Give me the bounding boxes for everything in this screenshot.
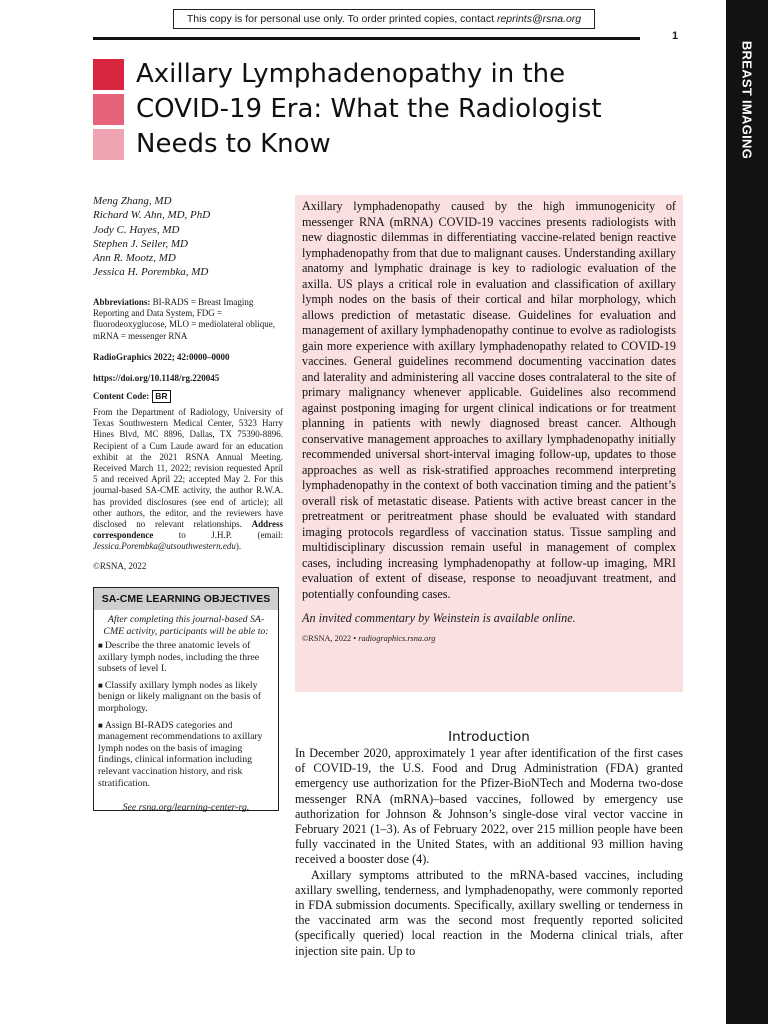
section-label-wrap: [726, 0, 768, 200]
correspondence-email[interactable]: Jessica.Porembka@utsouthwestern.edu: [93, 541, 236, 552]
affiliation-text: From the Department of Radiology, University of Texas Southwestern Medical Center, 5323 Harry Hines Blvd, MC 8896, Dallas, TX 75390-8896. Recipient of a Cum Laude award for an education exhibit at the 2021 RSNA Annual Meeting. Received March 11, 2022; revision requested April 5 and received April 22; accepted May 2. For this journal-based SA-CME activity, the author R.W.A. has provided disclosures (see end of article); all other authors, the editor, and the reviewers have disclosed no relevant relationships.: [93, 407, 283, 530]
article-title: [136, 57, 696, 162]
cme-objective-text: Describe the three anatomic levels of axillary lymph nodes, including the three subsets of level I.: [98, 640, 260, 675]
introduction-body: [295, 746, 683, 959]
title-line: COVID-19 Era: What the Radiologist: [136, 94, 602, 124]
bullet-icon: ■: [98, 641, 103, 650]
author-list: [93, 194, 278, 280]
content-code-label: Content Code:: [93, 391, 150, 401]
page-number: 1: [672, 30, 679, 42]
introduction-heading: Introduction: [448, 729, 530, 745]
cme-objective: [98, 720, 276, 790]
content-code: [93, 390, 283, 403]
author: Meng Zhang, MD: [93, 195, 172, 207]
cme-objective-list: [98, 640, 276, 794]
bullet-icon: ■: [98, 680, 103, 690]
author: Jessica H. Porembka, MD: [93, 266, 209, 279]
cme-objective-text: Assign BI-RADS categories and management recommendations to axillary lymph nodes on the basis of imaging findings, clinical information including relevant vaccination history, and risk stratification.: [98, 719, 263, 789]
section-label: BREAST IMAGING: [739, 40, 755, 160]
invited-commentary: An invited commentary by Weinstein is available online.: [302, 611, 576, 625]
abbreviations-label: Abbreviations:: [93, 297, 151, 307]
title-square-medium: [93, 94, 124, 125]
introduction-paragraph: In December 2020, approximately 1 year after identification of the first cases of COVID-19, the U.S. Food and Drug Administration (FDA) granted emergency use authorization for the Pfizer-BioNTech and Moderna two-dose messenger RNA (mRNA)–based vaccines, followed by emergency use authorization for Johnson & Johnson’s single-dose viral vector vaccine in February 2021 (1–3). As of February 2022, over 215 million people have been fully vaccinated in the United States, with an additional 93 million having received a booster dose (4).: [295, 746, 683, 867]
section-sidebar: [726, 0, 768, 1024]
reprint-notice-text: This copy is for personal use only. To order printed copies, contact: [186, 13, 497, 25]
reprint-email-link[interactable]: reprints@rsna.org: [496, 13, 582, 25]
cme-objective: [98, 640, 276, 675]
bullet-icon: ■: [98, 720, 103, 730]
doi-link[interactable]: https://doi.org/10.1148/rg.220045: [93, 373, 220, 383]
abbreviations: [93, 297, 283, 342]
copyright-left: ©RSNA, 2022: [93, 561, 147, 571]
cme-intro: After completing this journal-based SA-CME activity, participants will be able to:: [103, 614, 269, 637]
abstract-copyright: [302, 633, 676, 644]
author: Jody C. Hayes, MD: [93, 223, 180, 236]
title-square-dark: [93, 59, 124, 90]
header-rule: [93, 37, 640, 40]
abbreviations-text: BI-RADS = Breast Imaging Reporting and Data System, FDG = fluorodeoxyglucose, MLO = mediolateral oblique, mRNA = messenger RNA: [93, 297, 276, 341]
author: Stephen J. Seiler, MD: [93, 237, 188, 250]
abstract-box: [295, 195, 683, 692]
cme-objective-text: Classify axillary lymph nodes as likely benign or likely malignant on the basis of morphology.: [98, 679, 261, 714]
abstract-text: Axillary lymphadenopathy caused by the high immunogenicity of messenger RNA (mRNA) COVID-19 vaccines presents radiologists with new diagnostic dilemmas in differentiating vaccine-related benign reactive lymphadenopathy from that due to malignant causes. Understanding axillary anatomy and lymphatic drainage is key to radiologic evaluation of the axilla. US plays a critical role in evaluation and classification of axillary lymph nodes on the basis of their cortical and hilar morphology, which allows prediction of metastatic disease. Guidelines for evaluation and management of axillary lymphadenopathy continue to evolve as radiologists gain more experience with axillary lymphadenopathy related to COVID-19 vaccines. General guidelines recommend documenting vaccination dates and laterality and administering all vaccine doses contralateral to the site of primary malignancy whenever applicable. Guidelines also recommend against postponing imaging for urgent clinical indications or for treatment planning in patients with newly diagnosed breast cancer. Although conservative management approaches to axillary lymphadenopathy initially recommended universal short-interval imaging follow-up, updates to those approaches as well as risk-stratified approaches recommend interpreting lymphadenopathy in the context of both vaccination timing and the patient’s overall risk of metastatic disease. Patients with active breast cancer in the pretreatment or peritreatment phase should be evaluated with standard imaging protocols regardless of vaccination status. Tissue sampling and multidisciplinary discussion remain useful in management of complex cases, including increasing lymphadenopathy at follow-up imaging, MRI evaluation of extent of disease, response to neoadjuvant treatment, and potentially confounding cases.: [302, 199, 676, 601]
citation: RadioGraphics 2022; 42:0000–0000: [93, 352, 230, 362]
cme-objective: [98, 680, 276, 715]
cme-heading: SA-CME LEARNING OBJECTIVES: [94, 588, 278, 610]
author: Ann R. Mootz, MD: [93, 252, 176, 265]
affiliation-note: [93, 407, 283, 553]
journal-site-link[interactable]: radiographics.rsna.org: [358, 634, 436, 643]
title-line: Needs to Know: [136, 129, 331, 159]
reprint-notice: [173, 9, 595, 29]
introduction-paragraph: Axillary symptoms attributed to the mRNA-based vaccines, including axillary swelling, tenderness, and lymphadenopathy, were commonly reported in FDA submission documents. Specifically, axillary swelling or tenderness in the vaccinated arm was the second most frequently reported solicited (specifically queried) local reaction in the Moderna clinical trials, after injection site pain. Up to: [295, 867, 683, 958]
abstract-copyright-text: ©RSNA, 2022 •: [302, 634, 359, 643]
content-code-badge: BR: [152, 390, 170, 403]
title-line: Axillary Lymphadenopathy in the: [136, 59, 566, 89]
cme-objectives-box: [93, 587, 279, 811]
cme-see-link[interactable]: See rsna.org/learning-center-rg.: [122, 802, 250, 813]
address-end: ).: [235, 541, 242, 552]
title-square-light: [93, 129, 124, 160]
author: Richard W. Ahn, MD, PhD: [93, 209, 211, 222]
address-label: Address correspondence: [93, 519, 283, 541]
address-text: to J.H.P. (email:: [153, 530, 283, 541]
